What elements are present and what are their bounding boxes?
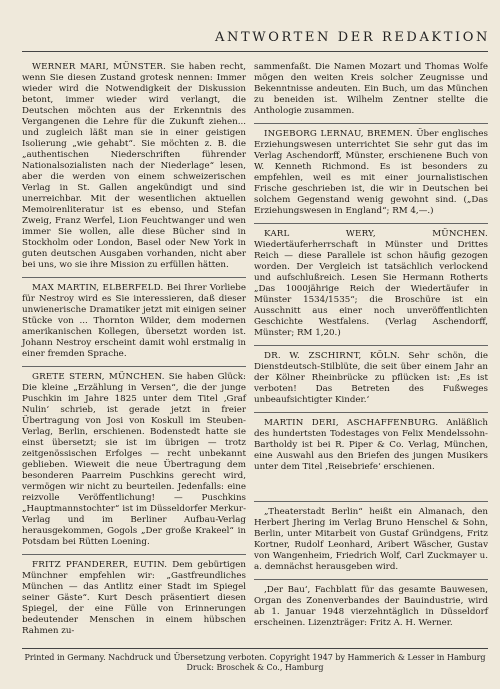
reader-answer	[254, 129, 488, 217]
reader-answer	[22, 560, 246, 637]
notice	[254, 585, 488, 629]
answer-text: sammenfaßt. Die Namen Mozart und Thomas Wolfe mögen den weiten Kreis solcher Zeugnisse und Bekenntnisse andeuten. Ein Buch, um das München zu beneiden ist. Wilhelm Zentner stellte die Anthologie zusammen.	[254, 62, 488, 116]
reader-answer	[22, 372, 246, 548]
addressee-name: MAX MARTIN, ELBERFELD.	[32, 283, 167, 293]
reader-answer	[254, 418, 488, 473]
imprint-footer	[22, 648, 488, 673]
addressee-name: FRITZ PFANDERER, EUTIN.	[32, 560, 173, 570]
answer-text: Bei Ihrer Vorliebe für Nestroy wird es Sie interessieren, daß dieser unwienerische Dramatiker jetzt mit einigen seiner Stücke von ... Thornton Wilder, dem modernen amerikanischen Kollegen, übersetzt worden ist. Johann Nestroy erscheint damit wohl erstmalig in einer fremden Sprache.	[22, 283, 246, 359]
divider	[254, 123, 488, 124]
addressee-name: MARTIN DERI, ASCHAFFENBURG.	[264, 418, 447, 428]
addressee-name: INGEBORG LERNAU, BREMEN.	[264, 129, 417, 139]
answer-text: Sie haben Glück: Die kleine „Erzählung in Versen“, die der junge Puschkin im Jahre 1825 unter dem Titel ‚Graf Nulin‘ schrieb, ist gerade jetzt in freier Übertragung von Josi von Koskull im Steuben-Verlag, Berlin, erschienen. Bodenstedt hatte sie einst übersetzt; sie ist im übrigen — trotz zeitgenössischen Erfolges — recht unbekannt geblieben. Wieweit die neue Übertragung dem besonderen Paarreim Puschkins gerecht wird, vermögen wir nicht zu beurteilen. Jedenfalls: eine reizvolle Veröffentlichung! — Puschkins „Hauptmannstochter“ ist im Düsseldorfer Merkur-Verlag und im Berliner Aufbau-Verlag herausgekommen, Gogols „Der große Krakeel“ in Potsdam bei Rütten Loening.	[22, 372, 246, 547]
addressee-name: WERNER MARI, MÜNSTER.	[32, 62, 171, 72]
left-column	[22, 62, 246, 643]
addressee-name: KARL WERY, MÜNCHEN.	[264, 229, 488, 239]
divider	[254, 501, 488, 502]
reader-answer	[254, 351, 488, 406]
page-title: ANTWORTEN DER REDAKTION	[215, 30, 490, 45]
divider	[22, 277, 246, 278]
answer-text: Über englisches Erziehungswesen unterrichtet Sie sehr gut das im Verlag Aschendorff, Münster, erschienene Buch von W. Kenneth Richmond. Es ist besonders zu empfehlen, weil es mit einer journalistischen Frische geschrieben ist, die wir in Deutschen bei solchem Gegenstand wenig gewohnt sind. („Das Erziehungswesen in England“; RM 4,—.)	[254, 129, 488, 216]
reader-answer	[22, 62, 246, 271]
notice-text: ‚Der Bau‘, Fachblatt für das gesamte Bauwesen, Organ des Zonenverbandes der Bauindustrie, wird ab 1. Januar 1948 vierzehntäglich in Düsseldorf erscheinen. Lizenzträger: Fritz A. H. Werner.	[254, 585, 488, 628]
notice	[254, 507, 488, 573]
notice-text: „Theaterstadt Berlin“ heißt ein Almanach, den Herbert Jhering im Verlag Bruno Henschel & Sohn, Berlin, unter Mitarbeit von Gustaf Gründgens, Fritz Kortner, Rudolf Leonhard, Aribert Wäscher, Gustav von Wangenheim, Friedrich Wolf, Carl Zuckmayer u. a. demnächst herausgeben wird.	[254, 507, 488, 572]
reader-answer	[254, 229, 488, 339]
divider	[254, 345, 488, 346]
reader-answer	[22, 283, 246, 360]
answer-text: Sehr schön, die Dienstdeutsch-Stilblüte, die seit über einem Jahr an der Kölner Rheinbrücke zu pflücken ist: ‚Es ist verboten! Das Betreten des Fußweges unbeaufsichtigter Kinder.‘	[254, 351, 488, 405]
divider	[254, 412, 488, 413]
divider	[254, 223, 488, 224]
printer-line: Druck: Broschek & Co., Hamburg	[186, 663, 324, 672]
answer-text: Anläßlich des hundertsten Todestages von Felix Mendelssohn-Bartholdy ist bei R. Piper & Co. Verlag, München, eine Auswahl aus den Briefen des jungen Musikers unter dem Titel ‚Reisebriefe‘ erschienen.	[254, 418, 488, 472]
addressee-name: GRETE STERN, MÜNCHEN.	[32, 372, 169, 382]
reader-answer-continued	[254, 62, 488, 117]
imprint-line: Printed in Germany. Nachdruck und Übersetzung verboten. Copyright 1947 by Hammerich & Lesser in Hamburg	[24, 653, 486, 662]
divider	[22, 366, 246, 367]
answer-text: Dem gebürtigen Münchner empfehlen wir: „Gastfreundliches München — das Antlitz einer Stadt im Spiegel seiner Gäste“. Kurt Desch präsentiert diesen Spiegel, der eine Fülle von Erinnerungen bedeutender Menschen in einem hübschen Rahmen zu-	[22, 560, 246, 636]
divider	[254, 579, 488, 580]
answer-text: Wiedertäuferherrschaft in Münster und Drittes Reich — diese Parallele ist schon häufig gezogen worden. Der Vergleich ist tatsächlich verlockend und aufschlußreich. Lesen Sie Hermann Rotherts „Das 1000jährige Reich der Wiedertäufer in Münster 1534/1535“; die Broschüre ist ein Ausschnitt aus einer noch unveröffentlichten Geschichte Westfalens. (Verlag Aschendorff, Münster; RM 1,20.)	[254, 240, 488, 338]
addressee-name: DR. W. ZSCHIRNT, KÖLN.	[264, 351, 409, 361]
divider	[22, 554, 246, 555]
header-rule	[22, 51, 488, 52]
right-column	[254, 62, 488, 635]
answer-text: Sie haben recht, wenn Sie diesen Zustand grotesk nennen: Immer wieder wird die Notwendigkeit der Diskussion betont, immer wieder wird verlangt, die Deutschen möchten aus der Erkenntnis des Vergangenen die Lehre für die Zukunft ziehen... und zugleich läßt man sie in einer geistigen Isolierung „wie gehabt“. Sie möchten z. B. die „authentischen Niederschriften führender Nationalsozialisten nach der Niederlage“ lesen, aber die werden von einem schweizerischen Verlag in St. Gallen angekündigt und sind unerreichbar. Mit der wesentlichen aktuellen Memoirenliteratur ist es ebenso, und Stefan Zweig, Franz Werfel, Lion Feuchtwanger und wen immer Sie wollen, alle diese Bücher sind in Stockholm oder London, Basel oder New York in guten deutschen Ausgaben vorhanden, nicht aber bei uns, wo sie ihre Mission zu erfüllen hätten.	[22, 62, 246, 270]
